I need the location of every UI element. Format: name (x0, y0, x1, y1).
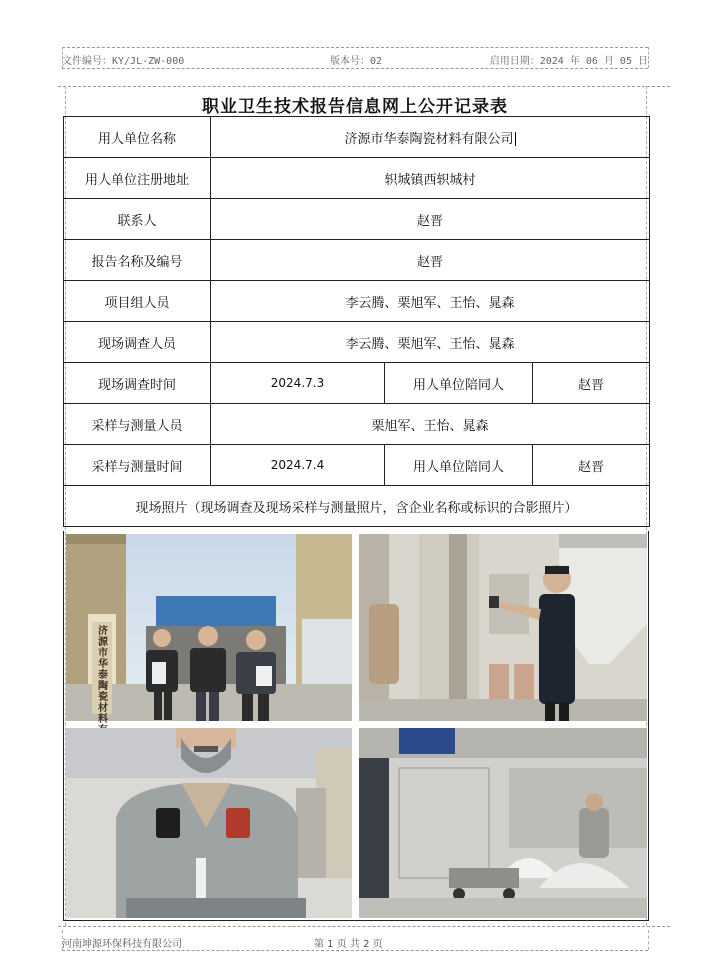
table-row (64, 158, 650, 199)
doc-number: 文件编号：KY/JL-ZW-000 (62, 56, 185, 67)
group-photo (66, 534, 352, 725)
worker-photo (66, 728, 352, 918)
page-number: 第 1 页 共 2 页 (314, 939, 383, 950)
row-label: 采样与测量人员 (64, 404, 211, 445)
table-row (64, 445, 650, 486)
sampling-staff-value: 栗旭军、王怡、晁森 (211, 404, 650, 445)
page-title: 职业卫生技术报告信息网上公开记录表 (202, 97, 508, 117)
escort-label: 用人单位陪同人 (385, 363, 533, 404)
record-table (63, 116, 650, 527)
measurement-photo (359, 534, 647, 721)
effective-date: 启用日期：2024 年 06 月 05 日 (489, 56, 648, 67)
row-label: 用人单位名称 (64, 117, 211, 158)
table-row (64, 281, 650, 322)
escort-label: 用人单位陪同人 (385, 445, 533, 486)
table-row (64, 363, 650, 404)
row-label: 联系人 (64, 199, 211, 240)
footer-company: 河南坤源环保科技有限公司 (62, 939, 182, 950)
row-label: 用人单位注册地址 (64, 158, 211, 199)
row-label: 采样与测量时间 (64, 445, 211, 486)
document-header (62, 52, 648, 66)
document-footer (62, 935, 648, 949)
row-label: 现场调查人员 (64, 322, 211, 363)
table-row (64, 240, 650, 281)
employer-name-value: 济源市华泰陶瓷材料有限公司 (211, 117, 650, 158)
escort-value: 赵晋 (533, 445, 650, 486)
company-sign: 济源市华泰陶瓷材料 (98, 626, 108, 725)
table-row (64, 486, 650, 527)
table-row (64, 199, 650, 240)
photo-caption: 现场照片（现场调查及现场采样与测量照片，含企业名称或标识的合影照片） (64, 486, 650, 527)
project-members-value: 李云腾、栗旭军、王怡、晁森 (211, 281, 650, 322)
registered-address-value: 轵城镇西轵城村 (211, 158, 650, 199)
escort-value: 赵晋 (533, 363, 650, 404)
workshop-photo (359, 728, 647, 918)
table-row (64, 322, 650, 363)
report-name-value: 赵晋 (211, 240, 650, 281)
photo-grid (63, 531, 649, 921)
contact-value: 赵晋 (211, 199, 650, 240)
row-label: 项目组人员 (64, 281, 211, 322)
survey-staff-value: 李云腾、栗旭军、王怡、晁森 (211, 322, 650, 363)
sampling-time-value: 2024.7.4 (211, 445, 385, 486)
row-label: 报告名称及编号 (64, 240, 211, 281)
table-row (64, 117, 650, 158)
version-number: 版本号：02 (330, 56, 383, 67)
survey-time-value: 2024.7.3 (211, 363, 385, 404)
row-label: 现场调查时间 (64, 363, 211, 404)
table-row (64, 404, 650, 445)
